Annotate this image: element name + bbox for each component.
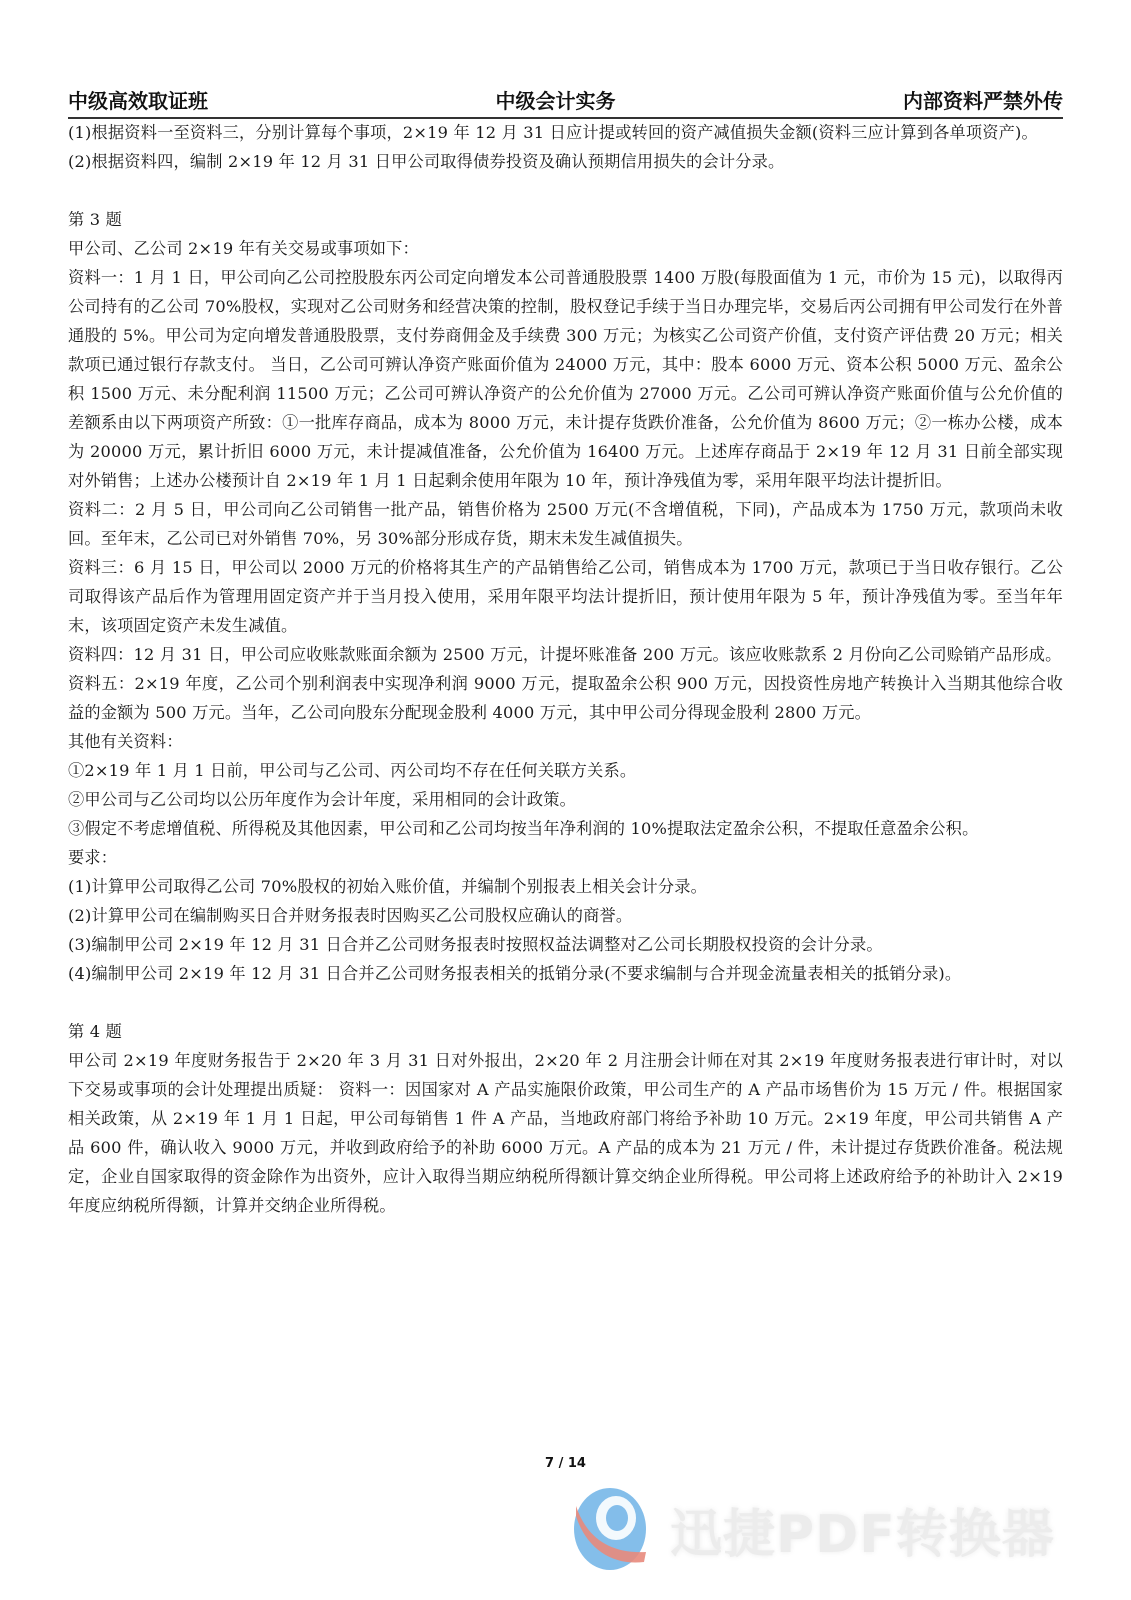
paragraph: (1)根据资料一至资料三，分别计算每个事项，2×19 年 12 月 31 日应计提或转回的资产减值损失金额(资料三应计算到各单项资产)。	[68, 123, 1038, 142]
paragraph: ②甲公司与乙公司均以公历年度作为会计年度，采用相同的会计政策。	[68, 790, 577, 809]
header-course-name: 中级高效取证班	[68, 89, 208, 113]
document-body	[68, 118, 1063, 1220]
header-subject: 中级会计实务	[495, 89, 616, 113]
paragraph: ③假定不考虑增值税、所得税及其他因素，甲公司和乙公司均按当年净利润的 10%提取法定盈余公积，不提取任意盈余公积。	[68, 819, 979, 838]
paragraph: (4)编制甲公司 2×19 年 12 月 31 日合并乙公司财务报表相关的抵销分录(不要求编制与合并现金流量表相关的抵销分录)。	[68, 964, 962, 983]
paragraph: 资料二：2 月 5 日，甲公司向乙公司销售一批产品，销售价格为 2500 万元(不含增值税，下同)，产品成本为 1750 万元，款项尚未收回。至年末，乙公司已对外销售 70%，另 30%部分形成存货，期末未发生减值损失。	[68, 500, 1063, 548]
paragraph: (1)计算甲公司取得乙公司 70%股权的初始入账价值，并编制个别报表上相关会计分录。	[68, 877, 708, 896]
paragraph: 资料一：1 月 1 日，甲公司向乙公司控股股东丙公司定向增发本公司普通股股票 1400 万股(每股面值为 1 元，市价为 15 元)，以取得丙公司持有的乙公司 70%股权，实现对乙公司财务和经营决策的控制，股权登记手续于当日办理完毕，交易后丙公司拥有甲公司发行在外普通股的 5%。甲公司为定向增发普通股股票，支付券商佣金及手续费 300 万元；为核实乙公司资产价值，支付资产评估费 20 万元；相关款项已通过银行存款支付。 当日，乙公司可辨认净资产账面价值为 24000 万元，其中：股本 6000 万元、资本公积 5000 万元、盈余公积 1500 万元、未分配利润 11500 万元；乙公司可辨认净资产的公允价值为 27000 万元。乙公司可辨认净资产账面价值与公允价值的差额系由以下两项资产所致：①一批库存商品，成本为 8000 万元，未计提存货跌价准备，公允价值为 8600 万元；②一栋办公楼，成本为 20000 万元，累计折旧 6000 万元，未计提减值准备，公允价值为 16400 万元。上述库存商品于 2×19 年 12 月 31 日前全部实现对外销售；上述办公楼预计自 2×19 年 1 月 1 日起剩余使用年限为 10 年，预计净残值为零，采用年限平均法计提折旧。	[68, 268, 1063, 490]
xunjie-pdf-logo-icon	[572, 1486, 648, 1572]
page-number: 7 / 14	[545, 1456, 586, 1471]
paragraph: 要求：	[68, 848, 118, 867]
paragraph: (2)计算甲公司在编制购买日合并财务报表时因购买乙公司股权应确认的商誉。	[68, 906, 633, 925]
paragraph: 资料三：6 月 15 日，甲公司以 2000 万元的价格将其生产的产品销售给乙公司，销售成本为 1700 万元，款项已于当日收存银行。乙公司取得该产品后作为管理用固定资产并于当月投入使用，采用年限平均法计提折旧，预计使用年限为 5 年，预计净残值为零。至当年年末，该项固定资产未发生减值。	[68, 558, 1063, 635]
header-confidential-notice: 内部资料严禁外传	[903, 89, 1063, 113]
watermark	[572, 1486, 1055, 1572]
paragraph: (2)根据资料四，编制 2×19 年 12 月 31 日甲公司取得债券投资及确认预期信用损失的会计分录。	[68, 152, 785, 171]
paragraph: 其他有关资料：	[68, 732, 183, 751]
blank-line	[68, 988, 1063, 1017]
watermark-text: 迅捷PDF转换器	[670, 1504, 1055, 1565]
page-header	[68, 80, 1063, 119]
paragraph: 甲公司、乙公司 2×19 年有关交易或事项如下：	[68, 239, 419, 258]
paragraph: ①2×19 年 1 月 1 日前，甲公司与乙公司、丙公司均不存在任何关联方关系。	[68, 761, 637, 780]
paragraph: 资料四：12 月 31 日，甲公司应收账款账面余额为 2500 万元，计提坏账准备 200 万元。该应收账款系 2 月份向乙公司赊销产品形成。	[68, 645, 1062, 664]
question-heading: 第 4 题	[68, 1022, 122, 1041]
paragraph: 资料五：2×19 年度，乙公司个别利润表中实现净利润 9000 万元，提取盈余公积 900 万元，因投资性房地产转换计入当期其他综合收益的金额为 500 万元。当年，乙公司向股东分配现金股利 4000 万元，其中甲公司分得现金股利 2800 万元。	[68, 674, 1063, 722]
paragraph: (3)编制甲公司 2×19 年 12 月 31 日合并乙公司财务报表时按照权益法调整对乙公司长期股权投资的会计分录。	[68, 935, 883, 954]
paragraph: 甲公司 2×19 年度财务报告于 2×20 年 3 月 31 日对外报出，2×20 年 2 月注册会计师在对其 2×19 年度财务报表进行审计时，对以下交易或事项的会计处理提出质疑： 资料一：因国家对 A 产品实施限价政策，甲公司生产的 A 产品市场售价为 15 万元 / 件。根据国家相关政策，从 2×19 年 1 月 1 日起，甲公司每销售 1 件 A 产品，当地政府部门将给予补助 10 万元。2×19 年度，甲公司共销售 A 产品 600 件，确认收入 9000 万元，并收到政府给予的补助 6000 万元。A 产品的成本为 21 万元 / 件，未计提过存货跌价准备。税法规定，企业自国家取得的资金除作为出资外，应计入取得当期应纳税所得额计算交纳企业所得税。甲公司将上述政府给予的补助计入 2×19 年度应纳税所得额，计算并交纳企业所得税。	[68, 1051, 1063, 1215]
blank-line	[68, 176, 1063, 205]
question-heading: 第 3 题	[68, 210, 122, 229]
